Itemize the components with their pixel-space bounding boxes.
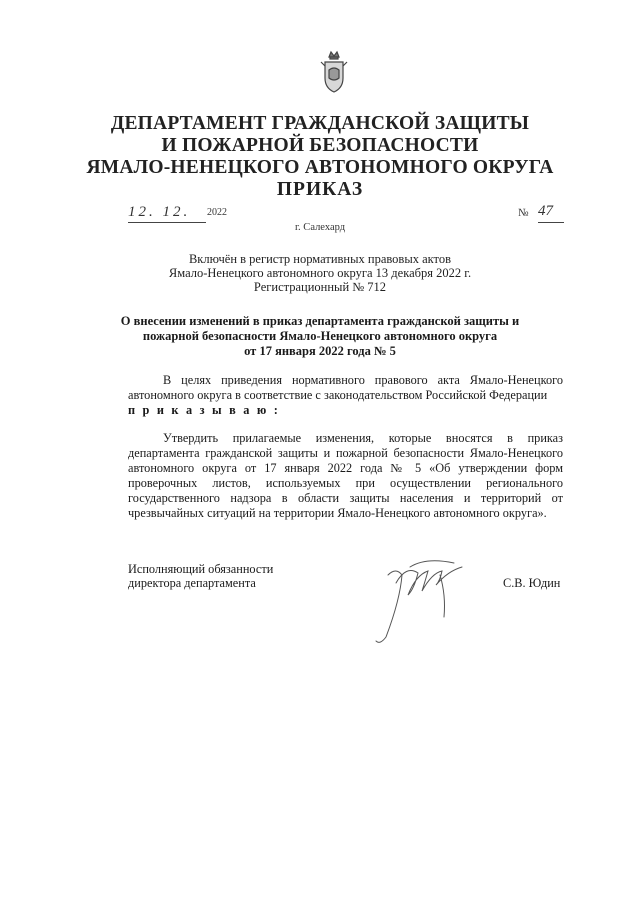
order-line: автономного округа от 17 января 2022 года № 5 «Об утверждении форм [128,461,563,475]
signatory-title-line1: Исполняющий обязанности [128,562,274,576]
signatory-title-line2: директора департамента [128,576,256,590]
preamble-line: автономного округа в соответствие с законодательством Российской Федерации [128,388,548,402]
document-type-title: ПРИКАЗ [276,179,364,200]
order-line: Утвердить прилагаемые изменения, которые вносятся в приказ [163,431,563,445]
order-line: департамента гражданской защиты и пожарной безопасности Ямало-Ненецкого [128,446,563,460]
coat-of-arms-emblem [319,48,349,96]
subject-line1: О внесении изменений в приказ департамента гражданской защиты и [120,314,520,328]
subject-line2: пожарной безопасности Ямало-Ненецкого автономного округа [142,329,498,343]
subject-line3: от 17 января 2022 года № 5 [244,344,396,358]
department-name-line3: ЯМАЛО-НЕНЕЦКОГО АВТОНОМНОГО ОКРУГА [86,157,554,178]
department-name-line1: ДЕПАРТАМЕНТ ГРАЖДАНСКОЙ ЗАЩИТЫ [110,113,530,134]
issue-city: г. Салехард [294,222,346,233]
department-name-line2: И ПОЖАРНОЙ БЕЗОПАСНОСТИ [161,135,479,156]
signatory-name: С.В. Юдин [503,576,561,590]
order-line: государственного надзора в области защиты населения и территорий от [128,491,563,505]
order-line: чрезвычайных ситуаций на территории Ямало-Ненецкого автономного округа». [128,506,547,520]
number-sign: № [518,207,529,219]
handwritten-number: 47 [538,203,553,219]
order-word: п р и к а з ы в а ю : [128,403,281,417]
registration-line3: Регистрационный № 712 [253,280,387,294]
order-line: проверочных листов, используемых при осуществлении регионального [128,476,563,490]
date-year: 2022 [207,207,227,218]
registration-line2: Ямало-Ненецкого автономного округа 13 декабря 2022 г. [168,266,472,280]
preamble-line: В целях приведения нормативного правового акта Ямало-Ненецкого [163,373,563,387]
registration-line1: Включён в регистр нормативных правовых актов [188,252,452,266]
order-paragraph [128,431,563,521]
handwritten-date: 12. 12. [128,204,191,220]
handwritten-signature [366,545,476,650]
preamble-paragraph [128,373,563,418]
